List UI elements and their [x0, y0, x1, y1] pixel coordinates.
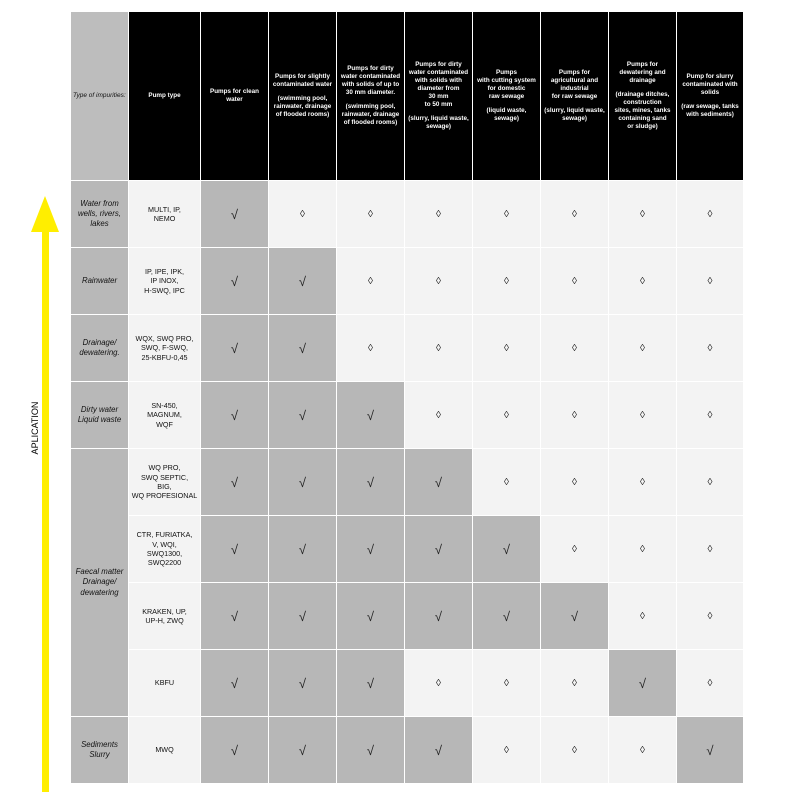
impurity-type-line: Faecal matter	[75, 567, 124, 577]
category-header-line: 30 mm diameter.	[345, 88, 396, 96]
category-header-6	[541, 12, 608, 180]
pump-model-line: WQX, SWQ PRO,	[135, 333, 194, 343]
pump-type-cell	[129, 650, 200, 716]
impurities-header: Type of impurities:	[71, 12, 128, 180]
pump-type-cell	[129, 181, 200, 247]
impurity-type-cell	[71, 449, 128, 716]
impurity-type-line: Slurry	[89, 750, 110, 759]
diamond-cell: ◊	[609, 382, 676, 448]
diamond-cell: ◊	[473, 315, 540, 381]
impurity-type-cell	[71, 382, 128, 448]
impurity-type-line: lakes	[90, 219, 109, 229]
table-row	[71, 181, 743, 247]
table-row	[71, 583, 743, 649]
impurity-type-line: dewatering.	[79, 348, 120, 357]
application-arrow	[38, 196, 52, 792]
check-mark-cell: √	[337, 650, 404, 716]
pump-model-line: KRAKEN, UP,	[142, 606, 187, 616]
category-header-1	[201, 12, 268, 180]
diamond-cell: ◊	[609, 248, 676, 314]
check-mark-cell: √	[473, 583, 540, 649]
pump-model-line: MULTI, IP,	[148, 204, 181, 214]
diamond-cell: ◊	[541, 516, 608, 582]
diamond-cell: ◊	[405, 315, 472, 381]
pump-type-cell	[129, 315, 200, 381]
diamond-cell: ◊	[609, 181, 676, 247]
impurity-type-cell	[71, 315, 128, 381]
category-header-note: (slurry, liquid waste,	[408, 115, 469, 123]
impurity-type-line: Liquid waste	[77, 415, 122, 424]
diamond-cell: ◊	[677, 382, 743, 448]
category-header-line: diameter from	[417, 84, 460, 92]
category-header-line: Pumps for dirty	[415, 60, 462, 68]
pump-model-line: KBFU	[154, 678, 175, 688]
category-header-line: industrial	[560, 84, 589, 92]
category-header-note: rainwater, drainage	[341, 111, 400, 119]
diamond-cell: ◊	[541, 248, 608, 314]
check-mark-cell: √	[269, 248, 336, 314]
diamond-cell: ◊	[677, 516, 743, 582]
category-header-line: with solids of up to	[341, 80, 400, 88]
impurity-type-line: wells, rivers,	[78, 208, 121, 218]
check-mark-cell: √	[337, 583, 404, 649]
diamond-cell: ◊	[541, 315, 608, 381]
category-header-note: sewage)	[494, 115, 519, 123]
category-header-line: Pumps for dirty	[347, 64, 394, 72]
impurity-type-cell	[71, 717, 128, 783]
check-mark-cell: √	[337, 382, 404, 448]
pump-type-header: Pump type	[129, 12, 200, 180]
arrow-shaft	[42, 230, 49, 792]
check-mark-cell: √	[201, 449, 268, 515]
pump-model-line: SWQ, F-SWQ,	[140, 343, 189, 353]
header-row	[71, 12, 743, 180]
impurity-type-line: Drainage/	[82, 577, 117, 587]
pump-model-line: SWQ1300,	[146, 549, 183, 558]
check-mark-cell: √	[201, 717, 268, 783]
diamond-cell: ◊	[269, 181, 336, 247]
check-mark-cell: √	[269, 516, 336, 582]
pump-model-line: 25-KBFU-0,45	[141, 352, 188, 362]
category-header-note: or sludge)	[627, 123, 658, 131]
category-header-line: Pump for slurry	[686, 72, 734, 80]
impurity-type-line: Dirty water	[80, 404, 119, 414]
check-mark-cell: √	[269, 583, 336, 649]
diamond-cell: ◊	[609, 583, 676, 649]
check-mark-cell: √	[269, 315, 336, 381]
diamond-cell: ◊	[405, 650, 472, 716]
check-mark-cell: √	[201, 248, 268, 314]
check-mark-cell: √	[337, 717, 404, 783]
check-mark-cell: √	[473, 516, 540, 582]
impurity-type-line: Rainwater	[81, 275, 118, 285]
pump-model-line: SN-450,	[151, 400, 178, 410]
diamond-cell: ◊	[541, 181, 608, 247]
diamond-cell: ◊	[541, 449, 608, 515]
diamond-cell: ◊	[677, 315, 743, 381]
category-header-note: rainwater, drainage	[273, 103, 332, 111]
diamond-cell: ◊	[405, 181, 472, 247]
check-mark-cell: √	[405, 516, 472, 582]
pump-selection-table	[70, 11, 744, 784]
pump-type-cell	[129, 583, 200, 649]
check-mark-cell: √	[201, 650, 268, 716]
diamond-cell: ◊	[609, 449, 676, 515]
category-header-line: 30 mm	[428, 93, 449, 100]
pump-model-line: SWQ2200	[147, 558, 182, 568]
diamond-cell: ◊	[473, 449, 540, 515]
pump-model-line: WQ PROFESIONAL	[131, 491, 198, 501]
diamond-cell: ◊	[405, 248, 472, 314]
diamond-cell: ◊	[609, 717, 676, 783]
category-header-note: (swimming pool,	[277, 94, 328, 102]
table-row	[71, 516, 743, 582]
table-row	[71, 717, 743, 783]
pump-model-line: CTR, FURIATKA,	[136, 530, 193, 540]
category-header-5	[473, 12, 540, 180]
category-header-line: solids	[700, 88, 720, 96]
category-header-8	[677, 12, 743, 180]
diamond-cell: ◊	[473, 650, 540, 716]
category-header-line: water contaminated	[408, 68, 469, 76]
pump-model-line: IP INOX,	[150, 276, 179, 286]
category-header-line: for raw sewage	[551, 93, 598, 100]
impurity-type-line: Water from	[80, 198, 119, 208]
pump-model-line: UP-H, ZWQ	[145, 616, 184, 625]
diamond-cell: ◊	[677, 181, 743, 247]
diamond-cell: ◊	[473, 717, 540, 783]
pump-type-cell	[129, 516, 200, 582]
pump-model-line: MAGNUM,	[147, 410, 182, 420]
impurity-type-line: dewatering	[80, 587, 119, 597]
check-mark-cell: √	[337, 516, 404, 582]
check-mark-cell: √	[201, 583, 268, 649]
category-header-note: (raw sewage, tanks	[681, 103, 739, 111]
impurity-type-line: Drainage/	[82, 337, 117, 347]
check-mark-cell: √	[337, 449, 404, 515]
pump-model-line: SWQ SEPTIC,	[140, 472, 189, 482]
table-row	[71, 248, 743, 314]
arrow-label: APLICATION	[30, 401, 40, 455]
category-header-line: Pumps for	[558, 68, 591, 76]
category-header-line: water	[226, 96, 243, 103]
category-header-line: agricultural and	[550, 76, 599, 84]
category-header-note: sites, mines, tanks	[614, 107, 671, 115]
diamond-cell: ◊	[337, 248, 404, 314]
category-header-line: Pumps for	[626, 60, 659, 68]
check-mark-cell: √	[201, 382, 268, 448]
pump-model-line: BIG,	[157, 482, 172, 491]
pump-model-line: NEMO	[153, 214, 176, 223]
diamond-cell: ◊	[541, 382, 608, 448]
check-mark-cell: √	[609, 650, 676, 716]
check-mark-cell: √	[269, 382, 336, 448]
category-header-line: drainage	[629, 76, 656, 84]
diamond-cell: ◊	[473, 248, 540, 314]
pump-model-line: WQ PRO,	[148, 463, 181, 473]
category-header-note: (drainage ditches,	[615, 90, 670, 98]
category-header-line: Pumps for slightly	[275, 72, 330, 80]
diamond-cell: ◊	[677, 583, 743, 649]
category-header-note: of flooded rooms)	[275, 111, 330, 119]
pump-type-cell	[129, 248, 200, 314]
diamond-cell: ◊	[337, 315, 404, 381]
check-mark-cell: √	[405, 717, 472, 783]
category-header-note: of flooded rooms)	[343, 119, 398, 127]
category-header-line: contaminated water	[272, 80, 333, 88]
pump-type-cell	[129, 382, 200, 448]
category-header-line: Pumps for clean	[210, 87, 259, 95]
impurity-type-cell	[71, 248, 128, 314]
category-header-note: (liquid waste,	[486, 107, 527, 115]
category-header-4	[405, 12, 472, 180]
diamond-cell: ◊	[541, 717, 608, 783]
category-header-line: dewatering and	[619, 68, 666, 76]
check-mark-cell: √	[677, 717, 743, 783]
category-header-note: containing sand	[618, 115, 667, 123]
check-mark-cell: √	[269, 717, 336, 783]
category-header-note: sewage)	[426, 123, 451, 131]
table-row	[71, 382, 743, 448]
category-header-line: with cutting system	[477, 76, 536, 84]
category-header-line: with solids with	[415, 76, 462, 84]
diamond-cell: ◊	[609, 315, 676, 381]
pump-model-line: IP, IPE, IPK,	[144, 266, 185, 276]
category-header-7	[609, 12, 676, 180]
category-header-3	[337, 12, 404, 180]
diamond-cell: ◊	[677, 248, 743, 314]
check-mark-cell: √	[269, 650, 336, 716]
category-header-note: construction	[623, 99, 662, 106]
category-header-line: contaminated with	[682, 80, 738, 88]
table-row	[71, 449, 743, 515]
pump-model-line: MWQ	[155, 745, 174, 755]
pump-type-cell	[129, 449, 200, 515]
category-header-note: (slurry, liquid waste,	[544, 107, 605, 115]
table-row	[71, 650, 743, 716]
pump-model-line: H-SWQ, IPC	[144, 285, 185, 295]
diamond-cell: ◊	[609, 516, 676, 582]
category-header-line: Pumps	[496, 68, 517, 76]
check-mark-cell: √	[541, 583, 608, 649]
impurity-type-cell	[71, 181, 128, 247]
category-header-2	[269, 12, 336, 180]
check-mark-cell: √	[405, 583, 472, 649]
check-mark-cell: √	[405, 449, 472, 515]
pump-model-line: WQF	[156, 419, 173, 429]
table-row	[71, 315, 743, 381]
check-mark-cell: √	[269, 449, 336, 515]
check-mark-cell: √	[201, 315, 268, 381]
diamond-cell: ◊	[541, 650, 608, 716]
check-mark-cell: √	[201, 516, 268, 582]
arrow-head-icon	[31, 196, 59, 232]
diamond-cell: ◊	[677, 650, 743, 716]
category-header-note: sewage)	[562, 115, 587, 123]
category-header-line: for domestic	[487, 84, 526, 92]
diamond-cell: ◊	[677, 449, 743, 515]
pump-type-cell	[129, 717, 200, 783]
category-header-note: with sediments)	[686, 111, 734, 119]
pump-model-line: V, WQI,	[152, 539, 177, 549]
category-header-note: (swimming pool,	[345, 103, 396, 111]
category-header-line: raw sewage	[488, 93, 525, 100]
category-header-line: water contaminated	[340, 72, 401, 80]
category-header-line: to 50 mm	[424, 101, 453, 109]
diamond-cell: ◊	[473, 382, 540, 448]
diamond-cell: ◊	[405, 382, 472, 448]
check-mark-cell: √	[201, 181, 268, 247]
diamond-cell: ◊	[473, 181, 540, 247]
diamond-cell: ◊	[337, 181, 404, 247]
impurity-type-line: Sediments	[81, 739, 118, 749]
